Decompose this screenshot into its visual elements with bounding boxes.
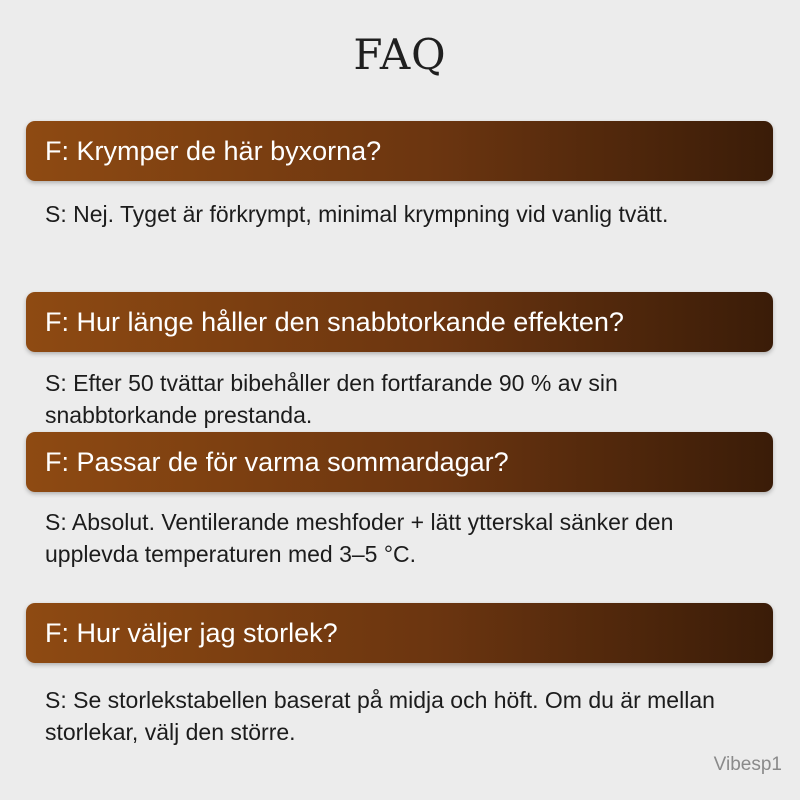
faq-answer-1: S: Nej. Tyget är förkrympt, minimal krympning vid vanlig tvätt. <box>45 201 669 227</box>
faq-answer-4: S: Se storlekstabellen baserat på midja och höft. Om du är mellan storlekar, välj den större. <box>45 687 715 745</box>
faq-question-2: F: Hur länge håller den snabbtorkande effekten? <box>26 292 773 352</box>
faq-answer-3: S: Absolut. Ventilerande meshfoder + lätt ytterskal sänker den upplevda temperaturen med 3–5 °C. <box>45 509 674 567</box>
faq-question-4: F: Hur väljer jag storlek? <box>26 603 773 663</box>
faq-question-1: F: Krymper de här byxorna? <box>26 121 773 181</box>
page-title: FAQ <box>353 30 447 79</box>
watermark: Vibesp1 <box>713 754 782 775</box>
faq-question-3: F: Passar de för varma sommardagar? <box>26 432 773 492</box>
faq-answer-2: S: Efter 50 tvättar bibehåller den fortfarande 90 % av sin snabbtorkande prestanda. <box>45 370 618 428</box>
